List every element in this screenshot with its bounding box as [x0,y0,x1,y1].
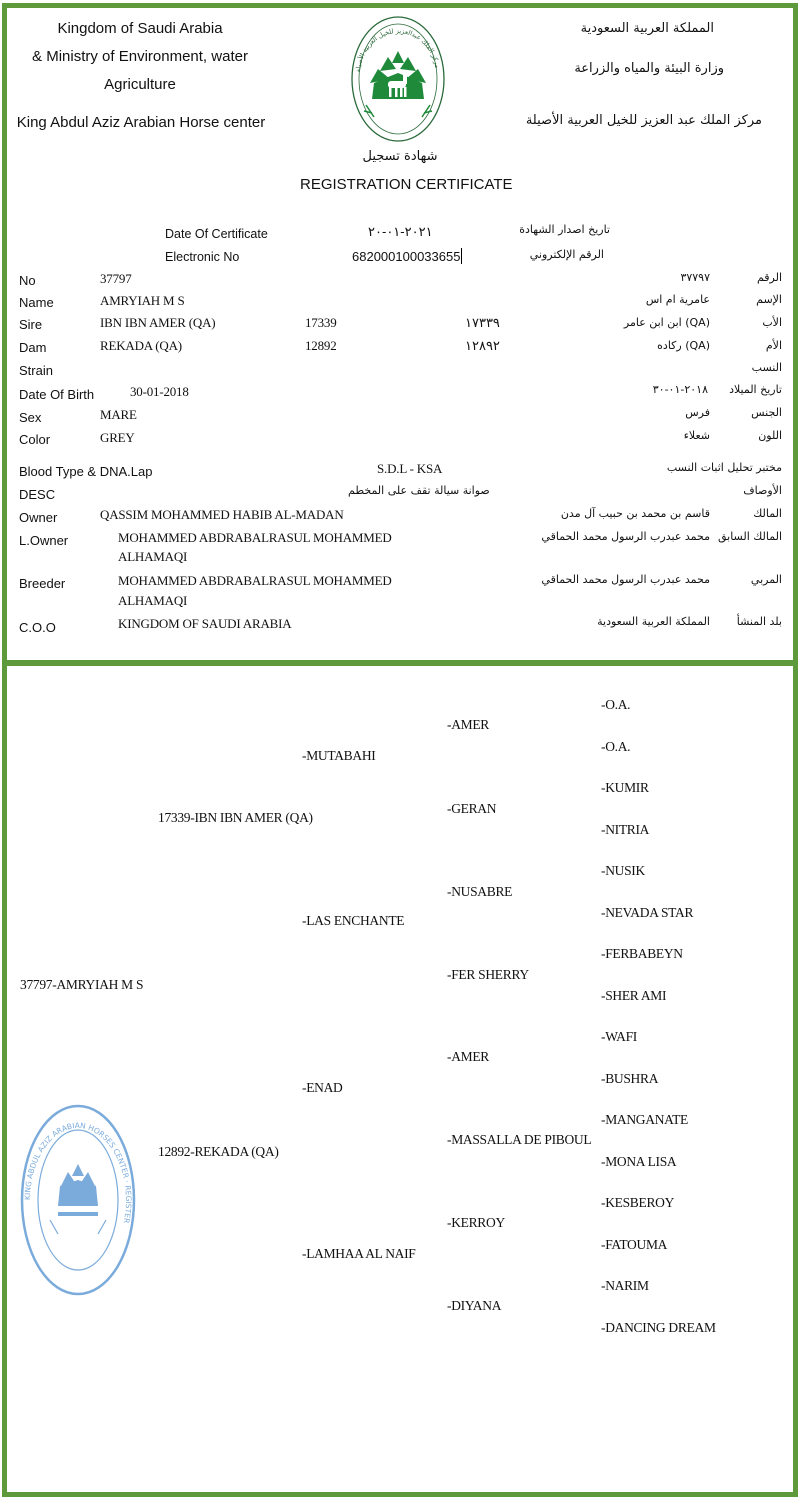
label-sex-ar: الجنس [751,406,782,419]
pedigree-gen2-item: -MUTABAHI [302,748,376,763]
center-logo [348,13,448,145]
pedigree-gen3-item: -AMER [447,1049,489,1064]
value-blood: S.D.L - KSA [377,461,443,476]
pedigree-gen3-item: -NUSABRE [447,884,513,899]
date-value: ٢٠٢١-٠١-٢٠ [368,224,433,239]
value-no: 37797 [100,271,132,286]
pedigree-horse: 37797-AMRYIAH M S [20,977,144,992]
pedigree-gen2-item: -LAMHAA AL NAIF [302,1246,416,1261]
electronic-label: Electronic No [165,250,240,264]
label-coo: C.O.O [19,620,56,635]
pedigree-gen4-item: -BUSHRA [601,1071,659,1086]
date-label: Date Of Certificate [165,227,268,241]
value-dam: REKADA (QA) [100,338,182,353]
label-name: Name [19,295,54,310]
label-coo-ar: بلد المنشأ [736,615,782,628]
pedigree-gen4-item: -DANCING DREAM [601,1320,716,1335]
label-color: Color [19,432,51,447]
label-dam: Dam [19,340,47,355]
label-desc: DESC [19,487,56,502]
header-agriculture: Agriculture [104,76,176,93]
value-owner: QASSIM MOHAMMED HABIB AL-MADAN [100,507,344,522]
pedigree-gen3-item: -DIYANA [447,1298,502,1313]
value-lowner-ar: محمد عبدرب الرسول محمد الحماقي [541,530,710,543]
label-name-ar: الإسم [756,293,782,306]
pedigree-frame [2,661,798,1497]
electronic-label-ar: الرقم الإلكتروني [529,248,604,261]
header-center-ar: مركز الملك عبد العزيز للخيل العربية الأصيلة [525,113,762,128]
pedigree-gen4-item: -MONA LISA [601,1154,677,1169]
header-ministry-ar: وزارة البيئة والمياه والزراعة [574,61,724,76]
pedigree-gen4-item: -NUSIK [601,863,645,878]
label-owner: Owner [19,510,58,525]
pedigree-gen4-item: -O.A. [601,739,631,754]
svg-text:مركز الملك عبدالعزيز للخيل الع: مركز الملك عبدالعزيز للخيل العربية الأصيلة [354,26,442,73]
value-dob-ar: ٢٠١٨-٠١-٣٠ [652,383,708,396]
pedigree-gen4-item: -NEVADA STAR [601,905,694,920]
label-no: No [19,273,36,288]
title-ar: شهادة تسجيل [362,149,438,164]
value-color-ar: شعلاء [683,429,710,442]
pedigree-gen4-item: -NARIM [601,1278,649,1293]
pedigree-gen2-item: -ENAD [302,1080,343,1095]
pedigree-gen3-item: -KERROY [447,1215,505,1230]
label-dob: Date Of Birth [19,387,95,402]
electronic-value-text: 682000100033655 [352,249,461,264]
label-strain: Strain [19,363,53,378]
title-en: REGISTRATION CERTIFICATE [300,176,513,193]
value-dam-num-ar: ١٢٨٩٢ [465,338,500,353]
pedigree-gen3-item: -FER SHERRY [447,967,529,982]
value-name: AMRYIAH M S [100,293,185,308]
value-desc: صوانة سيالة تقف على المخطم [348,484,490,497]
pedigree-gen3-item: -GERAN [447,801,497,816]
pedigree-gen4-item: -MANGANATE [601,1112,688,1127]
text-cursor [461,248,462,264]
value-sire: IBN IBN AMER (QA) [100,315,216,330]
pedigree-gen4-item: -FATOUMA [601,1237,668,1252]
pedigree-gen4-item: -KUMIR [601,780,649,795]
pedigree-gen4-item: -NITRIA [601,822,650,837]
pedigree-gen4-item: -O.A. [601,697,631,712]
value-breeder-ar: محمد عبدرب الرسول محمد الحماقي [541,573,710,586]
value-breeder-1: MOHAMMED ABDRABALRASUL MOHAMMED [118,573,392,588]
pedigree-sire: 17339-IBN IBN AMER (QA) [158,810,313,825]
label-no-ar: الرقم [756,271,782,284]
value-dam-ar: (QA) ركاده [657,339,710,352]
pedigree-gen4-item: -KESBEROY [601,1195,675,1210]
registry-stamp [20,1102,136,1298]
pedigree-gen2-item: -LAS ENCHANTE [302,913,405,928]
value-dam-num: 12892 [305,338,337,353]
value-sire-ar: (QA) ابن ابن عامر [623,316,710,329]
value-no-ar: ٣٧٧٩٧ [680,271,710,284]
label-breeder-ar: المربي [750,573,782,586]
pedigree-dam: 12892-REKADA (QA) [158,1144,279,1159]
value-lowner-1: MOHAMMED ABDRABALRASUL MOHAMMED [118,530,392,545]
value-sire-num: 17339 [305,315,337,330]
value-dob: 30-01-2018 [130,384,189,399]
label-sire: Sire [19,317,43,332]
value-sex-ar: فرس [685,406,710,419]
pedigree-gen3-item: -AMER [447,717,489,732]
header-ministry: & Ministry of Environment, water [32,48,248,65]
label-color-ar: اللون [758,429,782,442]
header-kingdom: Kingdom of Saudi Arabia [57,20,223,37]
label-breeder: Breeder [19,576,66,591]
label-sex: Sex [19,410,42,425]
pedigree-gen4-item: -FERBABEYN [601,946,683,961]
value-lowner-2: ALHAMAQI [118,549,188,564]
value-owner-ar: قاسم بن محمد بن حبيب آل مدن [560,507,710,520]
pedigree-gen4-item: -WAFI [601,1029,637,1044]
pedigree-gen4-item: -SHER AMI [601,988,667,1003]
label-owner-ar: المالك [753,507,782,520]
value-color: GREY [100,430,135,445]
label-blood: Blood Type & DNA.Lap [19,464,153,479]
label-desc-ar: الأوصاف [743,484,782,497]
header-center: King Abdul Aziz Arabian Horse center [16,114,266,131]
label-blood-ar: مختبر تحليل اثبات النسب [666,461,782,474]
svg-text:KING ABDUL AZIZ ARABIAN HORSES: KING ABDUL AZIZ ARABIAN HORSES CENTER · REGISTER [22,1120,134,1225]
date-label-ar: تاريخ اصدار الشهادة [519,223,610,236]
electronic-value[interactable] [352,248,462,265]
value-coo: KINGDOM OF SAUDI ARABIA [118,616,292,631]
value-sire-num-ar: ١٧٣٣٩ [465,315,500,330]
label-sire-ar: الأب [762,316,782,329]
pedigree-gen3-item: -MASSALLA DE PIBOUL [447,1132,592,1147]
value-coo-ar: المملكة العربية السعودية [597,615,710,628]
label-dam-ar: الأم [765,339,782,352]
header-kingdom-ar: المملكة العربية السعودية [580,21,714,36]
label-dob-ar: تاريخ الميلاد [729,383,782,396]
value-name-ar: عامرية ام اس [645,293,710,306]
label-lowner-ar: المالك السابق [717,530,782,543]
value-sex: MARE [100,407,137,422]
label-lowner: L.Owner [19,533,69,548]
label-strain-ar: النسب [751,361,782,374]
value-breeder-2: ALHAMAQI [118,593,188,608]
